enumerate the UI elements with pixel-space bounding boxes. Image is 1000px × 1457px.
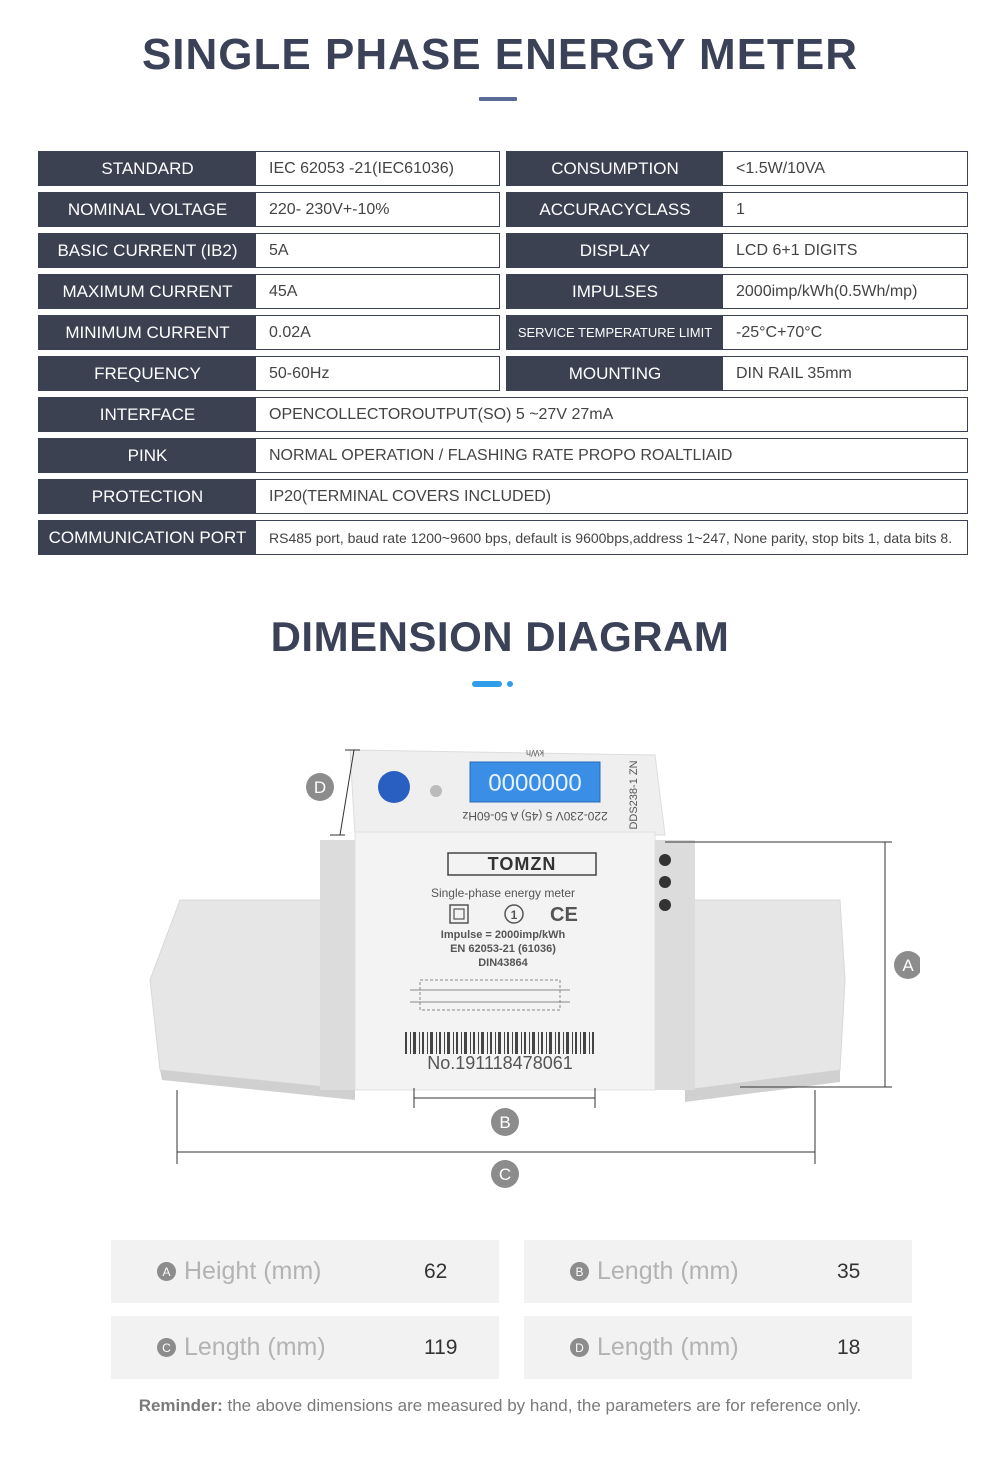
spec-value: 0.02A bbox=[256, 316, 499, 349]
serial-number-text: No.191118478061 bbox=[427, 1053, 573, 1073]
marker-c-label: C bbox=[498, 1165, 512, 1184]
spec-value: 1 bbox=[723, 193, 967, 226]
spec-row-frequency bbox=[38, 356, 500, 391]
dimension-diagram bbox=[140, 740, 920, 1200]
spec-label: STANDARD bbox=[39, 152, 256, 185]
dimension-badge: A bbox=[157, 1262, 176, 1281]
spec-row-pink bbox=[38, 438, 968, 473]
model-text: DDS238-1 ZN bbox=[628, 760, 640, 830]
title-underline bbox=[479, 97, 517, 101]
title-underline-dot bbox=[507, 681, 513, 687]
spec-label: MAXIMUM CURRENT bbox=[39, 275, 256, 308]
dimension-card-c bbox=[111, 1316, 499, 1379]
dimension-badge: B bbox=[570, 1262, 589, 1281]
dimension-card-a bbox=[111, 1240, 499, 1303]
led-icon bbox=[430, 785, 442, 797]
marker-b-label: B bbox=[499, 1113, 511, 1132]
dimension-value: 18 bbox=[837, 1335, 861, 1359]
spec-label: INTERFACE bbox=[39, 398, 256, 431]
spec-value: 2000imp/kWh(0.5Wh/mp) bbox=[723, 275, 967, 308]
spec-value: <1.5W/10VA bbox=[723, 152, 967, 185]
spec-label: ACCURACYCLASS bbox=[507, 193, 723, 226]
rating-text: 220-230V 5 (45) A 50-60Hz bbox=[462, 809, 608, 823]
spec-row-basic-current bbox=[38, 233, 500, 268]
terminal-screw-icon bbox=[659, 854, 671, 866]
spec-value: 45A bbox=[256, 275, 499, 308]
dimension-card-d bbox=[524, 1316, 912, 1379]
spec-value: RS485 port, baud rate 1200~9600 bps, default is 9600bps,address 1~247, None parity, stop bits 1, data bits 8. bbox=[256, 521, 967, 554]
spec-row-interface bbox=[38, 397, 968, 432]
button-icon bbox=[378, 771, 410, 803]
impulse-text: Impulse = 2000imp/kWh bbox=[440, 929, 566, 941]
reminder-prefix: Reminder: bbox=[138, 1396, 223, 1415]
dimension-label: Height (mm) bbox=[184, 1257, 322, 1285]
din-text: DIN43864 bbox=[478, 957, 528, 969]
spec-label: IMPULSES bbox=[507, 275, 723, 308]
spec-label: MINIMUM CURRENT bbox=[39, 316, 256, 349]
standard-text: EN 62053-21 (61036) bbox=[450, 943, 556, 955]
spec-label: DISPLAY bbox=[507, 234, 723, 267]
spec-value: IP20(TERMINAL COVERS INCLUDED) bbox=[256, 480, 967, 513]
dimension-card-b bbox=[524, 1240, 912, 1303]
page-title: SINGLE PHASE ENERGY METER bbox=[141, 30, 859, 79]
spec-row-protection bbox=[38, 479, 968, 514]
title-underline bbox=[472, 681, 502, 687]
dimension-label: Length (mm) bbox=[184, 1333, 326, 1361]
spec-row-mounting bbox=[506, 356, 968, 391]
spec-label: PINK bbox=[39, 439, 256, 472]
spec-row-comm-port bbox=[38, 520, 968, 555]
dimension-label: Length (mm) bbox=[597, 1257, 739, 1285]
spec-label: MOUNTING bbox=[507, 357, 723, 390]
terminal-screw-icon bbox=[659, 899, 671, 911]
spec-row-display bbox=[506, 233, 968, 268]
spec-value: 5A bbox=[256, 234, 499, 267]
spec-value: DIN RAIL 35mm bbox=[723, 357, 967, 390]
terminal-screw-icon bbox=[659, 876, 671, 888]
spec-row-standard bbox=[38, 151, 500, 186]
spec-value: OPENCOLLECTOROUTPUT(SO) 5 ~27V 27mA bbox=[256, 398, 967, 431]
product-name-text: Single-phase energy meter bbox=[430, 886, 576, 900]
dim-line-d bbox=[340, 750, 354, 835]
lcd-reading: 0000000 bbox=[488, 768, 582, 795]
spec-label: CONSUMPTION bbox=[507, 152, 723, 185]
spec-row-impulses bbox=[506, 274, 968, 309]
lcd-unit: kWh bbox=[526, 748, 544, 758]
marker-d-label: D bbox=[313, 778, 327, 797]
dimension-badge: C bbox=[157, 1338, 176, 1357]
spec-label: NOMINAL VOLTAGE bbox=[39, 193, 256, 226]
spec-value: 50-60Hz bbox=[256, 357, 499, 390]
spec-label: FREQUENCY bbox=[39, 357, 256, 390]
dimension-value: 119 bbox=[424, 1335, 458, 1359]
dimension-label: Length (mm) bbox=[597, 1333, 739, 1361]
reminder-text: the above dimensions are measured by hand, the parameters are for reference only. bbox=[222, 1396, 862, 1415]
dimension-value: 35 bbox=[837, 1259, 861, 1283]
dimension-badge: D bbox=[570, 1338, 589, 1357]
spec-label: SERVICE TEMPERATURE LIMIT bbox=[507, 316, 723, 349]
meter-right-wing bbox=[685, 900, 845, 1090]
spec-row-consumption bbox=[506, 151, 968, 186]
spec-row-service-temp bbox=[506, 315, 968, 350]
spec-row-nominal-voltage bbox=[38, 192, 500, 227]
reminder-note bbox=[0, 1396, 1000, 1416]
spec-value: LCD 6+1 DIGITS bbox=[723, 234, 967, 267]
spec-row-accuracy bbox=[506, 192, 968, 227]
spec-value: 220- 230V+-10% bbox=[256, 193, 499, 226]
section-title: DIMENSION DIAGRAM bbox=[270, 613, 730, 660]
dimension-value: 62 bbox=[424, 1259, 448, 1283]
meter-right-panel bbox=[655, 840, 695, 1090]
brand-text: TOMZN bbox=[487, 854, 557, 874]
marker-a-label: A bbox=[902, 956, 914, 975]
spec-label: COMMUNICATION PORT bbox=[39, 521, 256, 554]
spec-value: IEC 62053 -21(IEC61036) bbox=[256, 152, 499, 185]
spec-value: -25°C+70°C bbox=[723, 316, 967, 349]
spec-row-max-current bbox=[38, 274, 500, 309]
spec-label: PROTECTION bbox=[39, 480, 256, 513]
spec-value: NORMAL OPERATION / FLASHING RATE PROPO ROALTLIAID bbox=[256, 439, 967, 472]
spec-row-min-current bbox=[38, 315, 500, 350]
svg-text:1: 1 bbox=[510, 908, 518, 922]
ce-mark-icon: CE bbox=[550, 904, 578, 926]
spec-label: BASIC CURRENT (IB2) bbox=[39, 234, 256, 267]
